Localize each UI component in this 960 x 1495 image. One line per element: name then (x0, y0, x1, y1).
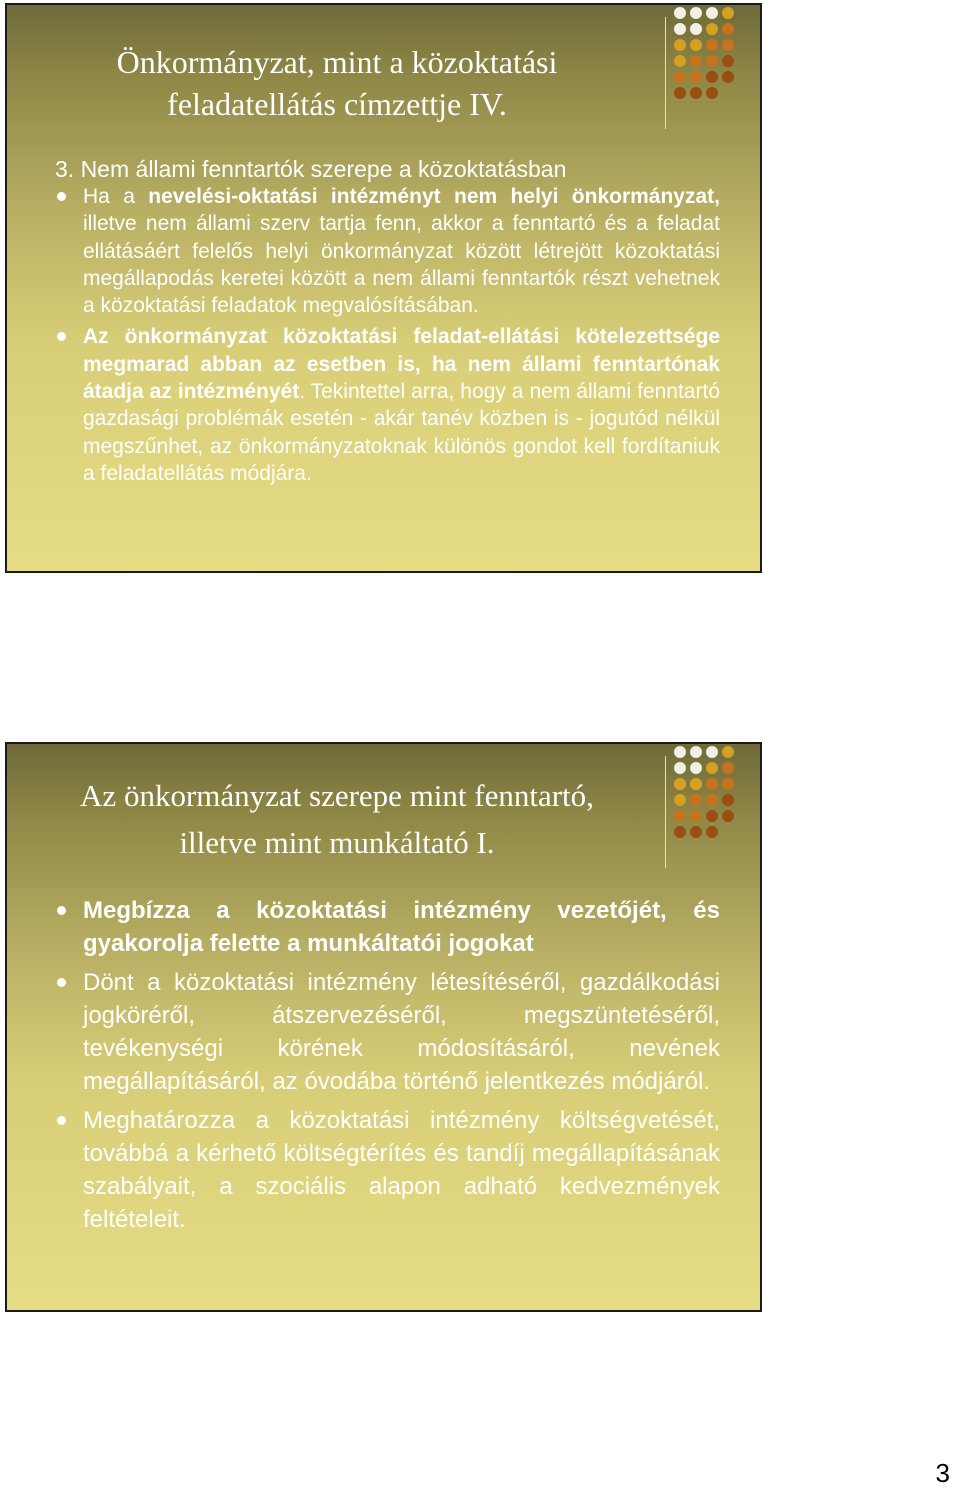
slide-title-line1: Az önkormányzat szerepe mint fenntartó, (80, 778, 594, 813)
decorative-dot (690, 746, 702, 758)
decorative-dot (722, 746, 734, 758)
section-subheading: 3. Nem állami fenntartók szerepe a közoktatásban (55, 156, 567, 182)
decorative-dot (674, 794, 686, 806)
dot-row (674, 39, 756, 51)
slide-title-line2: feladatellátás címzettje IV. (167, 86, 507, 122)
dot-row (674, 762, 756, 774)
bullet-item (55, 323, 720, 487)
decorative-dot (674, 826, 686, 838)
page-number: 3 (935, 1458, 950, 1488)
bullet-item: Meghatározza a közoktatási intézmény költségvetését, továbbá a kérhető költségtérítés és tandíj megállapításának szabályait, a szociális alapon adható kedvezmények feltételeit. (55, 1104, 720, 1236)
decorative-dot (706, 746, 718, 758)
decorative-dot (690, 794, 702, 806)
bullet-text: illetve nem állami szerv tartja fenn, akkor a fenntartó és a feladat ellátásáért felelős helyi önkormányzat között létrejött közoktatási megállapodás keretei között a nem állami fenntartók részt vehetnek a közoktatási feladatok megvalósításában. (83, 212, 720, 318)
bullet-item: Megbízza a közoktatási intézmény vezetőjét, és gyakorolja felette a munkáltatói jogokat (55, 894, 720, 960)
dot-row (674, 794, 756, 806)
decorative-dot (722, 794, 734, 806)
decorative-dot (690, 762, 702, 774)
decorative-dot (674, 746, 686, 758)
bullet-item (55, 183, 720, 319)
slide-1 (5, 3, 762, 573)
decorative-dot (690, 810, 702, 822)
decorative-dot (722, 810, 734, 822)
decorative-dot (722, 55, 734, 67)
decorative-dot (674, 810, 686, 822)
decorative-dot (722, 71, 734, 83)
dot-row (674, 778, 756, 790)
decorative-dot (706, 87, 718, 99)
decorative-dot (674, 71, 686, 83)
decorative-dot-grid (674, 746, 756, 842)
decorative-dot (706, 762, 718, 774)
bullet-text-bold: Az önkormányzat közoktatási feladat-ellátási kötelezettsége megmarad abban az esetben is, ha nem állami fenntartónak átadja az intézményét (83, 325, 720, 404)
decorative-dot (674, 762, 686, 774)
slide-title-line1: Önkormányzat, mint a közoktatási (116, 44, 558, 80)
decorative-dot (690, 7, 702, 19)
decorative-dot (706, 23, 718, 35)
slide-body (55, 894, 720, 1242)
decorative-dot (690, 71, 702, 83)
decorative-dot (722, 39, 734, 51)
decorative-dot (706, 39, 718, 51)
decorative-dot (706, 55, 718, 67)
decorative-dot (706, 778, 718, 790)
decorative-dot (706, 7, 718, 19)
decorative-dot (706, 810, 718, 822)
dot-row (674, 55, 756, 67)
decorative-dot (690, 39, 702, 51)
decorative-dot (722, 23, 734, 35)
decorative-dot (722, 7, 734, 19)
decorative-dot (690, 778, 702, 790)
bullet-text: Ha a (83, 185, 149, 208)
decorative-dot (690, 23, 702, 35)
bullet-list (55, 183, 720, 487)
decorative-dot (674, 778, 686, 790)
slide-body (55, 155, 720, 491)
dot-row (674, 826, 756, 838)
decorative-dot (690, 87, 702, 99)
decorative-dot (674, 87, 686, 99)
dot-row (674, 810, 756, 822)
decorative-dot-grid (674, 7, 756, 103)
decorative-dot (674, 39, 686, 51)
decorative-dot (674, 55, 686, 67)
bullet-item: Dönt a közoktatási intézmény létesítéséről, gazdálkodási jogköréről, átszervezéséről, megszüntetéséről, tevékenységi körének módosításáról, nevének megállapításáról, az óvodába történő jelentkezés módjáról. (55, 966, 720, 1098)
decorative-dot (690, 55, 702, 67)
decorative-dot (706, 794, 718, 806)
dot-row (674, 746, 756, 758)
decorative-dot (674, 7, 686, 19)
slide-title-line2: illetve mint munkáltató I. (179, 825, 495, 860)
dot-row (674, 7, 756, 19)
decorative-dot (722, 762, 734, 774)
decorative-dot (690, 826, 702, 838)
slide-title (7, 41, 667, 125)
decorative-dot (674, 23, 686, 35)
slide-title (7, 772, 667, 866)
bullet-list (55, 894, 720, 1236)
dot-row (674, 71, 756, 83)
decorative-dot (722, 778, 734, 790)
decorative-dot (706, 71, 718, 83)
slide-2 (5, 742, 762, 1312)
bullet-text: . Tekintettel arra, hogy a nem állami fenntartó gazdasági problémák esetén - akár tanév közben is - jogutód nélkül megszűnhet, az önkormányzatoknak különös gondot kell fordítaniuk a feladatellátás módjára. (83, 380, 720, 485)
dot-row (674, 23, 756, 35)
bullet-text-bold: nevelési-oktatási intézményt nem helyi önkormányzat, (148, 185, 720, 208)
dot-row (674, 87, 756, 99)
decorative-dot (706, 826, 718, 838)
